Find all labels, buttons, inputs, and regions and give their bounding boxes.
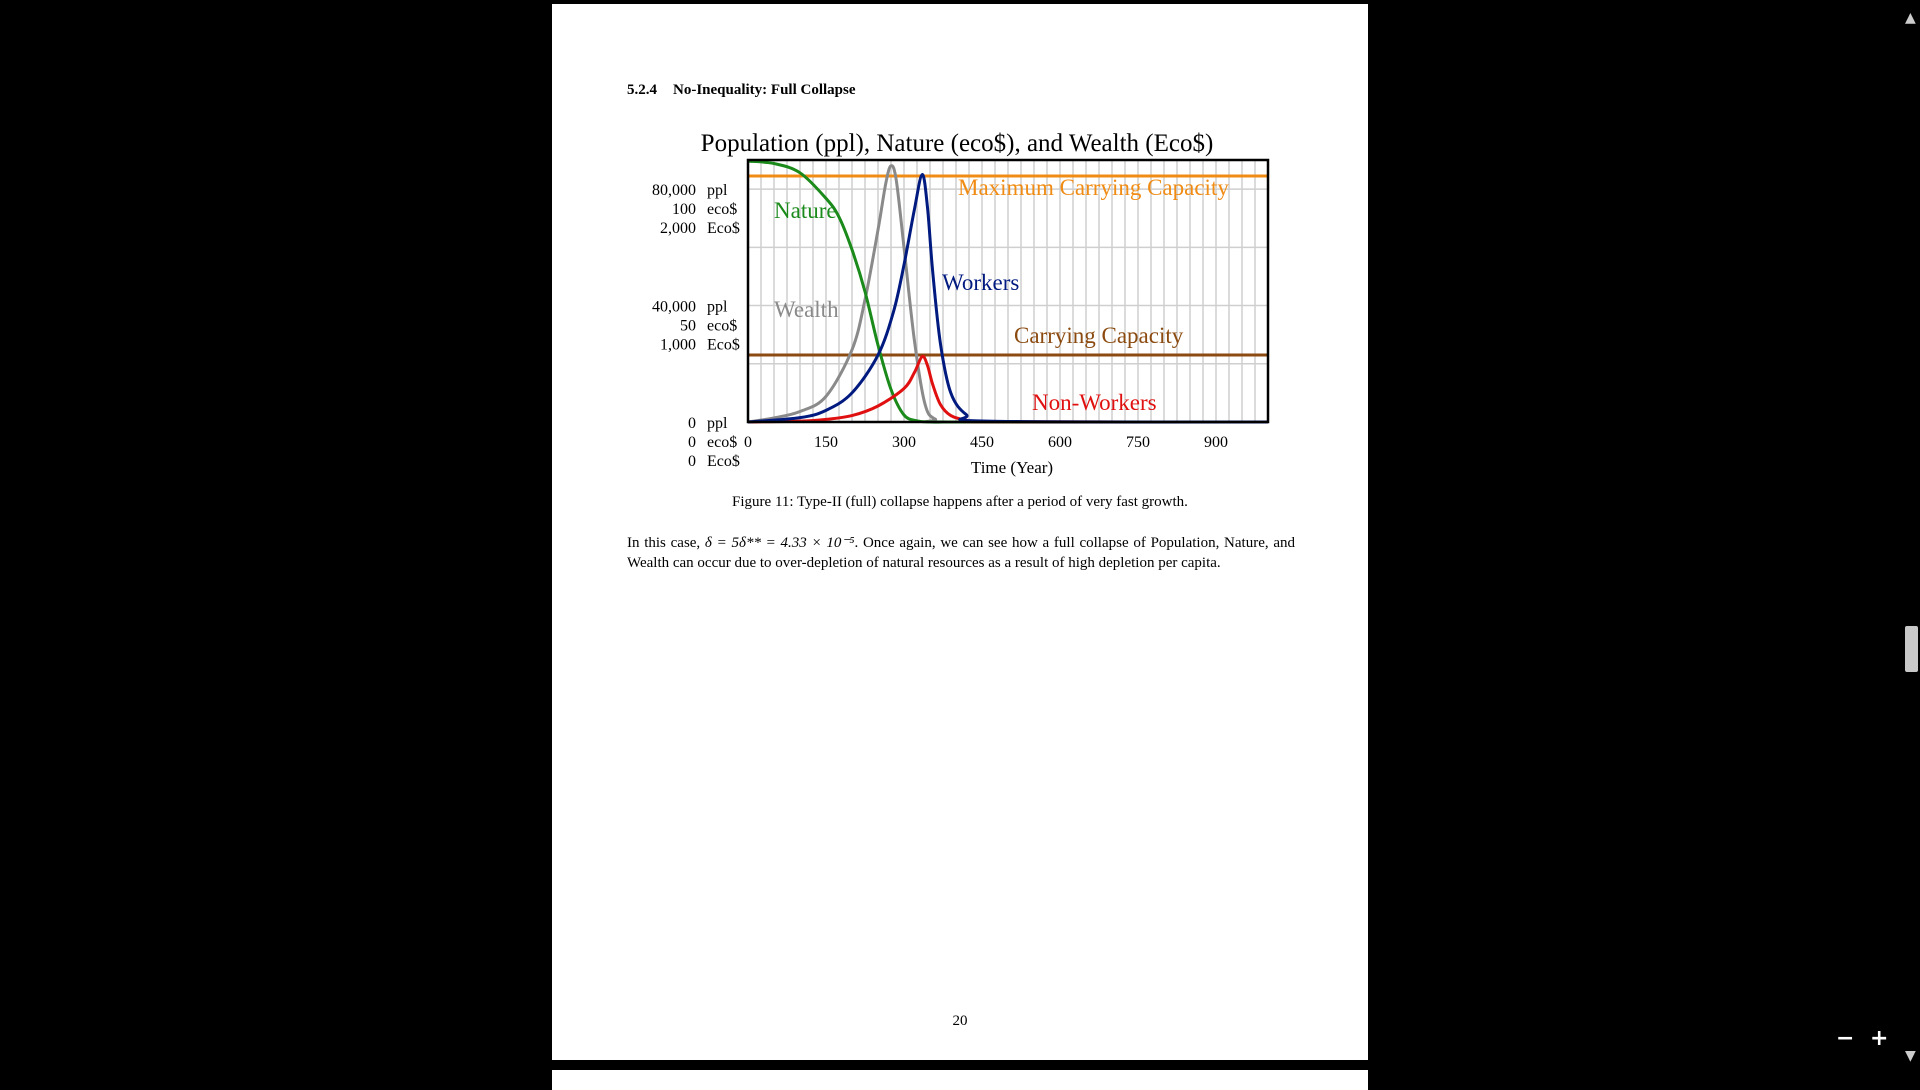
zoom-out-button[interactable]: − <box>1836 1026 1855 1051</box>
x-tick-label: 600 <box>1048 434 1072 451</box>
chart-title: Population (ppl), Nature (eco$), and Wealth (Eco$) <box>700 130 1214 157</box>
y-tick-unit: ppl <box>707 415 728 432</box>
scroll-thumb[interactable] <box>1905 626 1918 672</box>
y-tick-label: 2,000 <box>660 220 696 238</box>
x-tick-label: 900 <box>1204 434 1228 451</box>
section-heading <box>627 82 856 99</box>
scroll-down-arrow-icon[interactable]: ▼ <box>1905 1048 1916 1064</box>
y-tick-unit: ppl <box>707 182 728 200</box>
series-label-carrying-capacity: Carrying Capacity <box>1014 323 1184 348</box>
series-label-max-carrying-capacity: Maximum Carrying Capacity <box>958 175 1229 200</box>
paragraph-prefix: In this case, <box>627 535 705 551</box>
page-number: 20 <box>952 1013 968 1029</box>
y-tick-unit: Eco$ <box>707 336 740 354</box>
y-tick-unit: Eco$ <box>707 453 740 470</box>
y-tick-label: 0 <box>688 415 696 432</box>
paragraph-math: δ = 5δ** = 4.33 × 10⁻⁵ <box>704 535 855 551</box>
y-tick-unit: ppl <box>707 298 728 316</box>
vertical-scrollbar[interactable] <box>1902 0 1920 1080</box>
pdf-page <box>552 4 1368 1060</box>
y-tick-unit: Eco$ <box>707 220 740 238</box>
paragraph-suffix: . Once again, we can see how a full collapse of Population, Nature, and Wealth can occur due to over-depletion of natural resources as a result of high depletion per capita. <box>627 535 1295 571</box>
x-tick-label: 300 <box>892 434 916 451</box>
section-number: 5.2.4 <box>627 82 657 98</box>
y-tick-unit: eco$ <box>707 201 738 219</box>
figure-chart <box>552 120 1368 500</box>
y-tick-label: 50 <box>680 317 696 335</box>
section-title: No-Inequality: Full Collapse <box>673 82 856 98</box>
x-tick-label: 0 <box>744 434 752 451</box>
x-tick-label: 450 <box>970 434 994 451</box>
scroll-up-arrow-icon[interactable]: ▲ <box>1905 10 1916 26</box>
y-tick-label: 0 <box>688 434 696 451</box>
y-axis <box>652 182 740 470</box>
series-label-non-workers: Non-Workers <box>1032 390 1157 415</box>
y-tick-label: 0 <box>688 453 696 470</box>
y-tick-label: 100 <box>672 201 696 219</box>
series-label-wealth: Wealth <box>774 297 839 322</box>
y-tick-unit: eco$ <box>707 434 738 451</box>
x-tick-label: 750 <box>1126 434 1150 451</box>
y-tick-label: 1,000 <box>660 336 696 354</box>
y-tick-unit: eco$ <box>707 317 738 335</box>
next-page-edge <box>552 1070 1368 1090</box>
series-label-workers: Workers <box>942 270 1020 295</box>
series-label-nature: Nature <box>774 198 837 223</box>
figure-caption: Figure 11: Type-II (full) collapse happens after a period of very fast growth. <box>732 494 1188 510</box>
body-paragraph <box>627 534 1295 573</box>
x-axis-label: Time (Year) <box>970 458 1054 477</box>
zoom-in-button[interactable]: + <box>1870 1026 1889 1051</box>
x-axis <box>744 434 1228 451</box>
y-tick-label: 80,000 <box>652 182 696 200</box>
y-tick-label: 40,000 <box>652 298 696 316</box>
x-tick-label: 150 <box>814 434 838 451</box>
